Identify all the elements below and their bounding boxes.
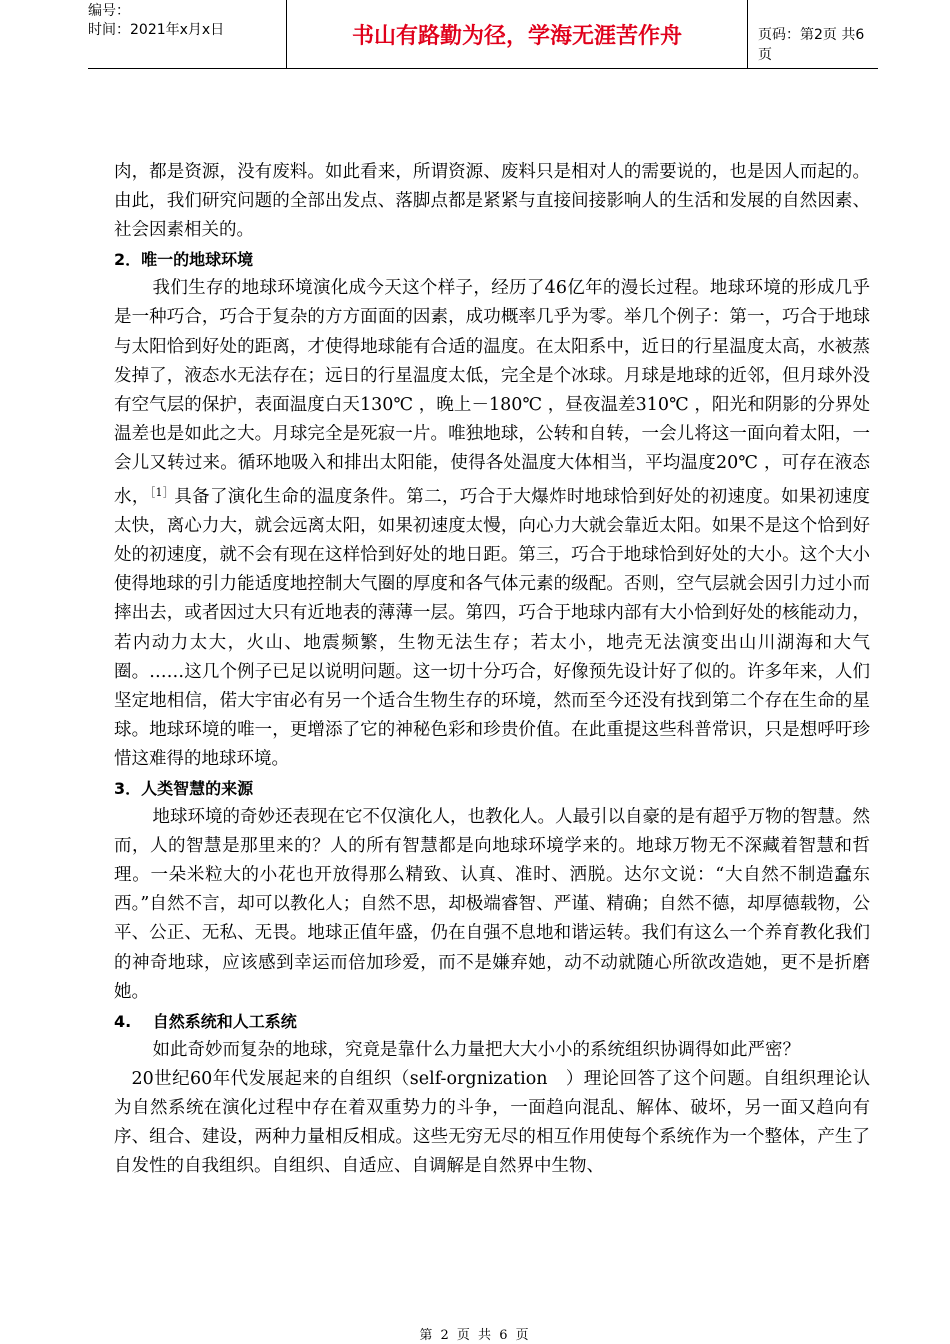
- paragraph-human-wisdom: 地球环境的奇妙还表现在它不仅演化人，也教化人。人最引以自豪的是有超乎万物的智慧。然而，人的智慧是那里来的？人的所有智慧都是向地球环境学来的。地球万物无不深藏着智慧和哲理。一朵米粒大的小花也开放得那么精致、认真、准时、洒脱。达尔文说：“大自然不制造蠢东西。”自然不言，却可以教化人；自然不思，却极端睿智、严谨、精确；自然不德，却厚德载物，公平、公正、无私、无畏。地球正值年盛，仍在自强不息地和谐运转。我们有这么一个养育教化我们的神奇地球，应该感到幸运而倍加珍爱，而不是嫌弃她，动不动就随心所欲改造她，更不是折磨她。: [114, 807, 870, 1002]
- section-heading-2: 2．唯一的地球环境: [114, 250, 254, 270]
- document-body: [114, 158, 870, 1181]
- section-heading-3: 3．人类智慧的来源: [114, 778, 254, 798]
- section-heading-4: 4. 自然系统和人工系统: [114, 1011, 297, 1031]
- header-motto: 书山有路勤为径，学海无涯苦作舟: [286, 0, 748, 68]
- page-footer: 第 2 页 共 6 页: [419, 1328, 531, 1343]
- page-header: [88, 0, 878, 69]
- header-meta: [88, 2, 286, 40]
- paragraph-unique-earth: [114, 274, 870, 774]
- paragraph-self-organization: 20世纪60年代发展起来的自组织（self-orgnization ）理论回答了这个问题。自组织理论认为自然系统在演化过程中存在着双重势力的斗争，一面趋向混乱、解体、破坏，另一面又趋向有序、组合、建设，两种力量相反相成。这些无穷无尽的相互作用使每个系统作为一个整体，产生了自发性的自我组织。自组织、自适应、自调解是自然界中生物、: [114, 1068, 870, 1177]
- paragraph-unique-earth-part2: 具备了演化生命的温度条件。第二，巧合于大爆炸时地球恰到好处的初速度。如果初速度太快，离心力大，就会远离太阳，如果初速度太慢，向心力大就会靠近太阳。如果不是这个恰到好处的初速度，就不会有现在这样恰到好处的地日距。第三，巧合于地球恰到好处的大小。这个大小使得地球的引力能适度地控制大气圈的厚度和各气体元素的级配。否则，空气层就会因引力过小而摔出去，或者因过大只有近地表的薄薄一层。第四，巧合于地球内部有大小恰到好处的核能动力，若内动力太大，火山、地震频繁，生物无法生存；若太小，地壳无法演变出山川湖海和大气圈。……这几个例子已足以说明问题。这一切十分巧合，好像预先设计好了似的。许多年来，人们坚定地相信，偌大宇宙必有另一个适合生物生存的环境，然而至今还没有找到第二个存在生命的星球。地球环境的唯一，更增添了它的神秘色彩和珍贵价值。在此重提这些科普常识，只是想呼吁珍惜这难得的地球环境。: [114, 487, 871, 769]
- citation-marker: ［1］: [149, 486, 175, 500]
- doc-time-label: 时间：2021年x月x日: [88, 22, 225, 38]
- paragraph-question: 如此奇妙而复杂的地球，究竟是靠什么力量把大大小小的系统组织协调得如此严密？: [152, 1039, 800, 1060]
- paragraph-unique-earth-part1: 我们生存的地球环境演化成今天这个样子，经历了46亿年的漫长过程。地球环境的形成几乎是一种巧合，巧合于复杂的方方面面的因素，成功概率几乎为零。举几个例子：第一，巧合于地球与太阳恰到好处的距离，才使得地球能有合适的温度。在太阳系中，近日的行星温度太高，水被蒸发掉了，液态水无法存在；远日的行星温度太低，完全是个冰球。月球是地球的近邻，但月球外没有空气层的保护，表面温度白天130℃ ，晚上－180℃ ，昼夜温差310℃ ，阳光和阴影的分界处温差也是如此之大。月球完全是死寂一片。唯独地球，公转和自转，一会儿将这一面向着太阳，一会儿又转过来。循环地吸入和排出太阳能，使得各处温度大体相当，平均温度20℃ ，可存在液态水，: [114, 278, 870, 508]
- header-page-label: 页码：第2页 共6页: [758, 27, 865, 63]
- paragraph-continuation: 肉，都是资源，没有废料。如此看来，所谓资源、废料只是相对人的需要说的，也是因人而起的。由此，我们研究问题的全部出发点、落脚点都是紧紧与直接间接影响人的生活和发展的自然因素、社会因素相关的。: [114, 162, 870, 241]
- doc-number-label: 编号：: [88, 3, 130, 19]
